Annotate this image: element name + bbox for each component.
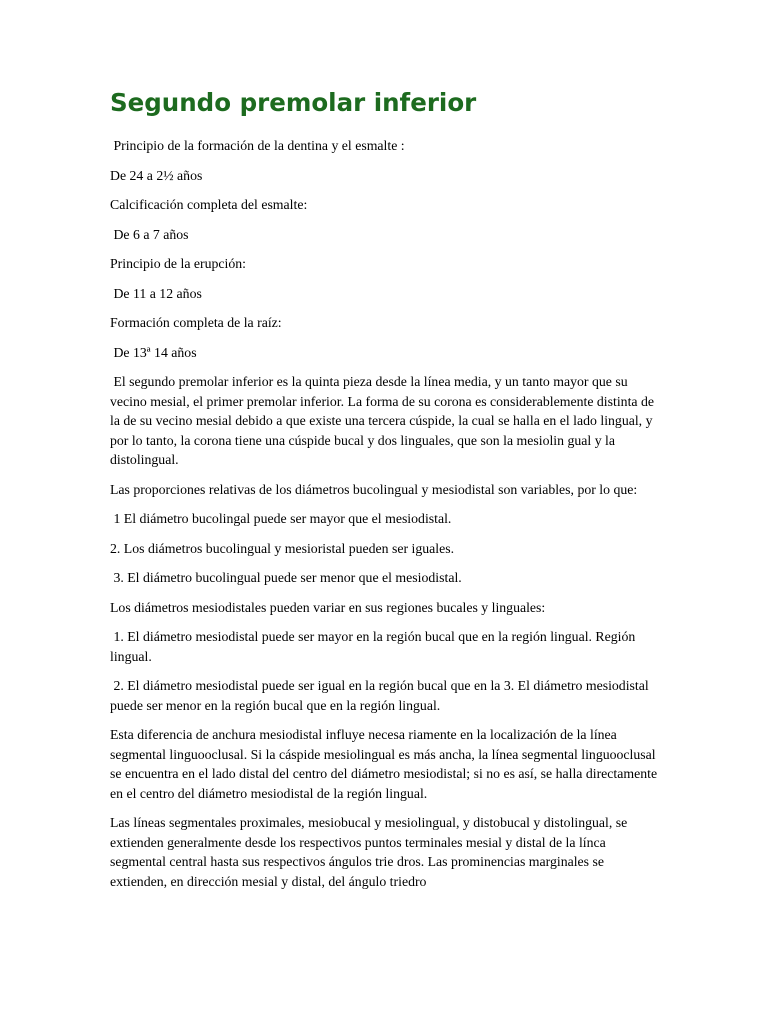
list-item: 2. El diámetro mesiodistal puede ser igual en la región bucal que en la 3. El diámetro mesiodistal puede ser menor en la región bucal que en la región lingual. — [110, 678, 653, 713]
paragraph-age-range: De 13ª 14 años — [110, 344, 197, 360]
paragraph-root-formation: Formación completa de la raíz: — [110, 315, 282, 330]
paragraph-segmental-lines: Las líneas segmentales proximales, mesiobucal y mesiolingual, y distobucal y distolingual, se extienden generalmente desde los respectivos puntos terminales mesial y distal de la línca segmental central hasta sus respectivos ángulos trie dros. Las prominencias marginales se extienden, en dirección mesial y distal, del ángulo triedro — [110, 815, 631, 889]
paragraph-description: El segundo premolar inferior es la quinta pieza desde la línea media, y un tanto mayor que su vecino mesial, el primer premolar inferior. La forma de su corona es considerablemente distinta de la de su vecino mesial debido a que existe una tercera cúspide, la cual se halla en el lado lingual, y por lo tanto, la corona tiene una cúspide bucal y dos linguales, que son la mesiolin gual y la distolingual. — [110, 374, 658, 467]
paragraph-eruption-start: Principio de la erupción: — [110, 256, 247, 271]
paragraph-width-difference: Esta diferencia de anchura mesiodistal influye necesa riamente en la localización de la línea segmental linguooclusal. Si la cáspide mesiolingual es más ancha, la línea segmental linguooclusal se encuentra en el lado distal del centro del diámetro mesiodistal; si no es así, se halla directamente en el centro del diámetro mesiodistal de la región lingual. — [110, 727, 661, 801]
document-page — [110, 86, 661, 901]
paragraph-enamel-calcification: Calcificación completa del esmalte: — [110, 197, 308, 212]
paragraph-age-range: De 24 a 2½ años — [110, 167, 203, 183]
paragraph-age-range: De 6 a 7 años — [110, 226, 189, 242]
paragraph-age-range: De 11 a 12 años — [110, 285, 202, 301]
paragraph-dentin-enamel-start: Principio de la formación de la dentina y el esmalte : — [110, 138, 405, 153]
list-item: 2. Los diámetros bucolingual y mesioristal pueden ser iguales. — [110, 540, 455, 556]
list-item: 1. El diámetro mesiodistal puede ser mayor en la región bucal que en la región lingual. Región lingual. — [110, 629, 639, 664]
paragraph-mesiodistal-variation: Los diámetros mesiodistales pueden variar en sus regiones bucales y linguales: — [110, 599, 546, 615]
list-item: 1 El diámetro bucolingal puede ser mayor que el mesiodistal. — [110, 511, 452, 526]
document-title: Segundo premolar inferior — [110, 88, 477, 117]
list-item: 3. El diámetro bucolingual puede ser menor que el mesiodistal. — [110, 570, 462, 585]
paragraph-proportions: Las proporciones relativas de los diámetros bucolingual y mesiodistal son variables, por lo que: — [110, 481, 638, 497]
